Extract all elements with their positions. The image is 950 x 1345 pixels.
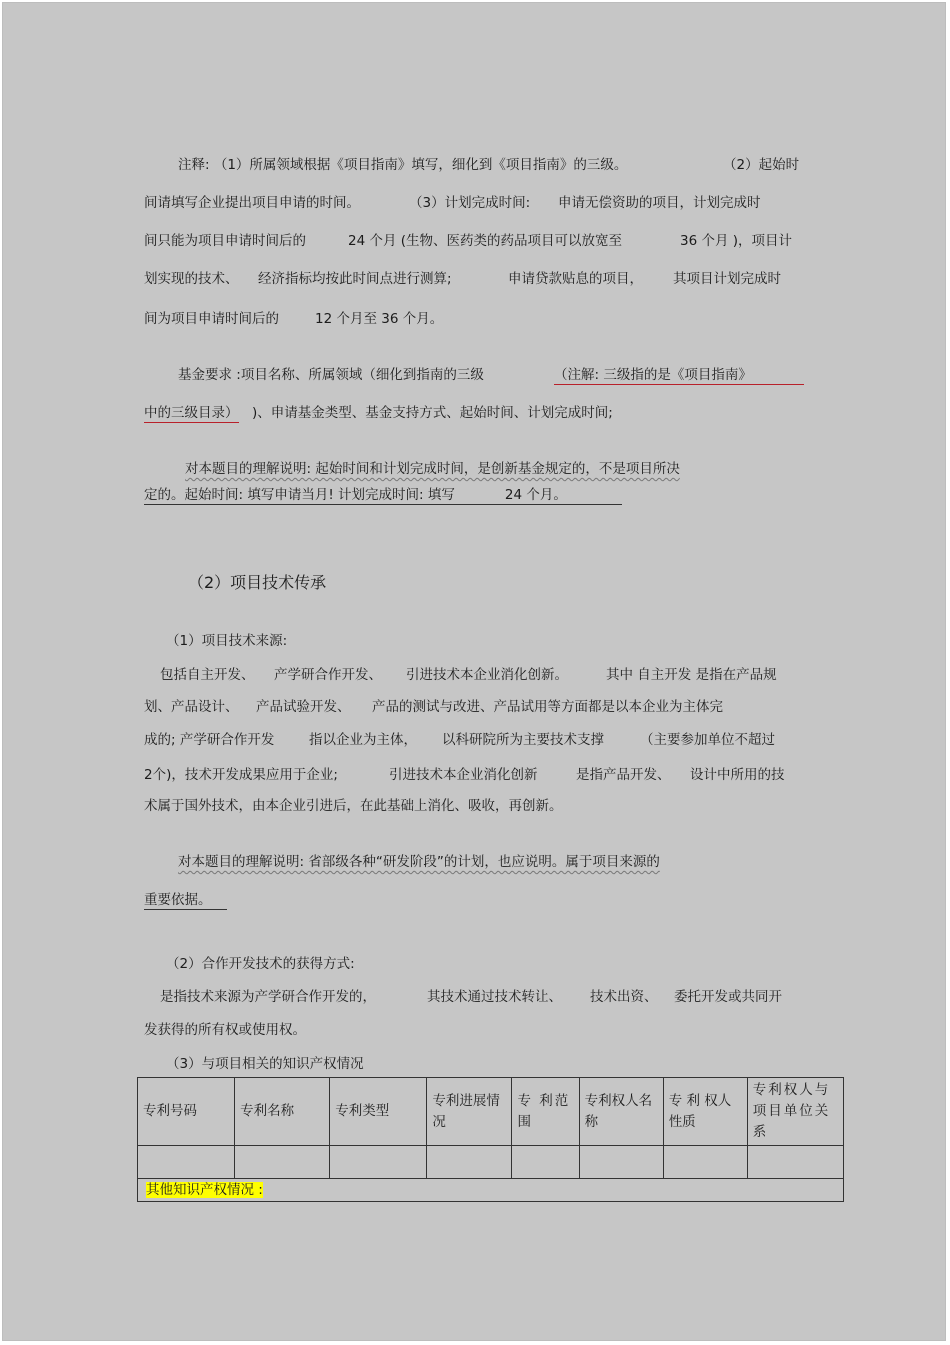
understanding-1-line-2a: 定的。起始时间: 填写申请当月! 计划完成时间: 填写 <box>144 487 455 503</box>
tech-source-line-2a: 划、产品设计、 <box>144 699 239 715</box>
tech-source-line-1a: 包括自主开发、 <box>160 667 255 683</box>
notes-line-1: 注释: （1）所属领域根据《项目指南》填写，细化到《项目指南》的三级。 <box>178 157 628 173</box>
ip-title: （3）与项目相关的知识产权情况 <box>166 1056 364 1072</box>
understanding-2-line-2: 重要依据。 <box>144 891 227 910</box>
notes-line-2c: 申请无偿资助的项目，计划完成时 <box>558 195 761 211</box>
notes-line-4b: 经济指标均按此时间点进行测算; <box>258 271 452 287</box>
tech-source-line-5: 术属于国外技术，由本企业引进后，在此基础上消化、吸收，再创新。 <box>144 798 563 814</box>
tech-source-line-3c: 以科研院所为主要技术支撑 <box>442 732 604 748</box>
ip-header-patent-name: 专利名称 <box>235 1078 330 1146</box>
ip-other-row <box>138 1179 844 1202</box>
understanding-1-line-2 <box>144 486 622 505</box>
notes-line-2b: （3）计划完成时间: <box>409 195 531 211</box>
tech-source-line-3b: 指以企业为主体， <box>309 732 417 748</box>
ip-other-label: 其他知识产权情况 : <box>146 1181 263 1198</box>
ip-header-patent-type: 专利类型 <box>330 1078 427 1146</box>
ip-table-header-row <box>138 1078 844 1146</box>
notes-line-3c: 36 个月 )，项目计 <box>680 233 793 249</box>
ip-table-row <box>138 1146 844 1179</box>
ip-table <box>137 1077 844 1202</box>
section-2-title: （2）项目技术传承 <box>188 573 327 592</box>
understanding-1-line-1: 对本题目的理解说明: 起始时间和计划完成时间，是创新基金规定的，不是项目所决 <box>185 461 680 477</box>
notes-line-5b: 12 个月至 36 个月。 <box>315 311 444 327</box>
tech-source-line-3a: 成的; 产学研合作开发 <box>144 732 275 748</box>
fund-requirement-line-1a: 基金要求 :项目名称、所属领域（细化到指南的三级 <box>178 367 484 383</box>
ip-cell[interactable] <box>579 1146 663 1179</box>
tech-source-line-1c: 引进技术本企业消化创新。 <box>406 667 568 683</box>
ip-cell[interactable] <box>235 1146 330 1179</box>
ip-header-patentee-nature: 专 利 权人性质 <box>663 1078 747 1146</box>
ip-cell[interactable] <box>747 1146 843 1179</box>
coop-title: （2）合作开发技术的获得方式: <box>166 956 355 972</box>
tech-source-line-4b: 引进技术本企业消化创新 <box>389 767 538 783</box>
coop-line-1b: 其技术通过技术转让、 <box>427 989 562 1005</box>
ip-header-patentee-name: 专利权人名称 <box>579 1078 663 1146</box>
tech-source-line-3d: （主要参加单位不超过 <box>640 732 775 748</box>
ip-cell[interactable] <box>663 1146 747 1179</box>
notes-line-1b: （2）起始时 <box>723 157 800 173</box>
ip-cell[interactable] <box>512 1146 579 1179</box>
coop-line-1a: 是指技术来源为产学研合作开发的， <box>160 989 376 1005</box>
ip-header-patent-number: 专利号码 <box>138 1078 235 1146</box>
ip-cell[interactable] <box>427 1146 512 1179</box>
understanding-2-line-1: 对本题目的理解说明: 省部级各种“研发阶段”的计划，也应说明。属于项目来源的 <box>178 854 660 870</box>
tech-source-line-1b: 产学研合作开发、 <box>274 667 382 683</box>
tech-source-line-2c: 产品的测试与改进、产品试用等方面都是以本企业为主体完 <box>372 699 723 715</box>
coop-line-2: 发获得的所有权或使用权。 <box>144 1022 306 1038</box>
fund-requirement-note-1: （注解: 三级指的是《项目指南》 <box>554 366 804 385</box>
notes-line-4d: 其项目计划完成时 <box>673 271 781 287</box>
tech-source-line-2b: 产品试验开发、 <box>256 699 351 715</box>
fund-requirement-line-2b: )、申请基金类型、基金支持方式、起始时间、计划完成时间; <box>252 405 613 421</box>
tech-source-title: （1）项目技术来源: <box>166 633 288 649</box>
ip-other-cell[interactable] <box>138 1179 844 1202</box>
notes-line-2a: 间请填写企业提出项目申请的时间。 <box>144 195 360 211</box>
notes-line-5a: 间为项目申请时间后的 <box>144 311 279 327</box>
notes-line-3a: 间只能为项目申请时间后的 <box>144 233 306 249</box>
notes-line-3b: 24 个月 (生物、医药类的药品项目可以放宽至 <box>348 233 623 249</box>
notes-line-4c: 申请贷款贴息的项目， <box>508 271 643 287</box>
ip-header-patentee-relation: 专利权人与项目单位关系 <box>747 1078 843 1146</box>
notes-line-4a: 划实现的技术、 <box>144 271 239 287</box>
coop-line-1c: 技术出资、 <box>590 989 658 1005</box>
understanding-1-line-2b: 24 个月。 <box>504 487 567 503</box>
ip-cell[interactable] <box>138 1146 235 1179</box>
tech-source-line-4d: 设计中所用的技 <box>690 767 785 783</box>
tech-source-line-1d: 其中 自主开发 是指在产品规 <box>606 667 777 683</box>
tech-source-line-4c: 是指产品开发、 <box>576 767 671 783</box>
coop-line-1d: 委托开发或共同开 <box>674 989 782 1005</box>
fund-requirement-note-2: 中的三级目录） <box>144 405 239 421</box>
tech-source-line-4a: 2个)，技术开发成果应用于企业; <box>144 767 338 783</box>
ip-header-patent-scope: 专 利范围 <box>512 1078 579 1146</box>
ip-header-patent-progress: 专利进展情况 <box>427 1078 512 1146</box>
ip-cell[interactable] <box>330 1146 427 1179</box>
